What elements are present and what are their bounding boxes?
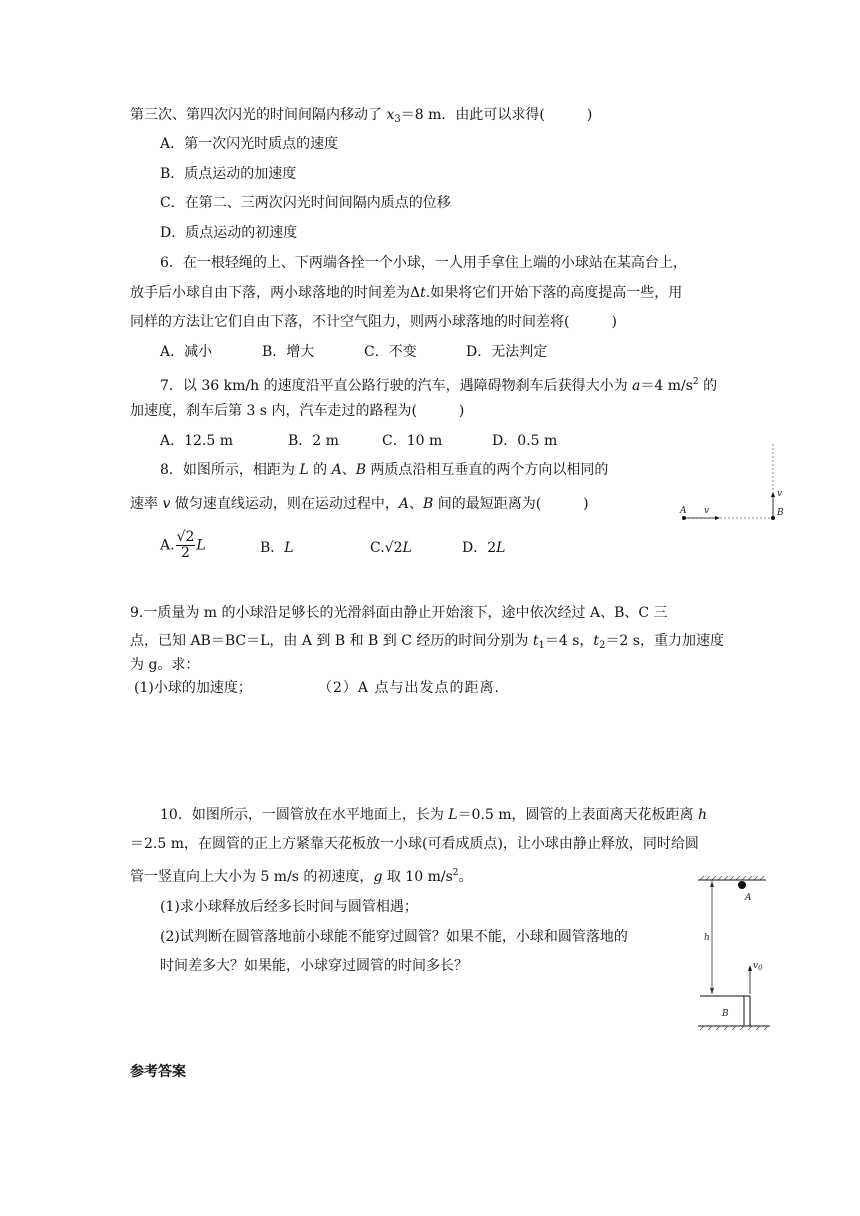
q8-option-c-prefix: C. xyxy=(370,540,385,556)
q8-option-b-prefix: B． xyxy=(260,540,285,556)
q8-option-d-prefix: D．2 xyxy=(462,540,497,556)
q6-line1: 6．在一根轻绳的上、下两端各拴一个小球，一人用手拿住上端的小球站在某高台上， xyxy=(160,255,687,271)
q8-line1-b: 的 xyxy=(308,462,332,478)
q8-line1-c: 两质点沿相互垂直的两个方向以相同的 xyxy=(365,462,609,478)
q5-text: 第三次、第四次闪光的时间间隔内移动了 xyxy=(130,107,387,123)
q10-part2-line2: 时间差多大？如果能，小球穿过圆管的时间多长？ xyxy=(160,958,468,974)
q7-option-d: D．0.5 m xyxy=(492,433,558,449)
q8-A: A xyxy=(331,462,342,478)
q7-a-var: a xyxy=(632,378,641,394)
q6-line3: 同样的方法让它们自由下落，不计空气阻力，则两小球落地的时间差将( ) xyxy=(130,314,617,330)
q10-line3-a: 管一竖直向上大小为 5 m/s 的初速度， xyxy=(130,869,374,885)
q6-option-c: C．不变 xyxy=(364,344,417,360)
q8-line2-a: 速率 xyxy=(130,496,163,512)
q10-figure xyxy=(690,876,778,1042)
q8-B: B xyxy=(355,462,366,478)
q8-v: v xyxy=(162,496,171,512)
q6-option-b: B．增大 xyxy=(262,344,315,360)
q6-delta-t: t xyxy=(420,285,426,301)
q8-option-a-prefix: A. xyxy=(160,537,175,554)
q8-sep2: 、 xyxy=(408,496,423,512)
q8-option-b xyxy=(260,539,294,557)
q7-line1-a: 7．以 36 km/h 的速度沿平直公路行驶的汽车，遇障碍物刹车后获得大小为 xyxy=(160,378,633,394)
q9-t1: t xyxy=(532,633,539,649)
q10-part1: (1)求小球释放后经多长时间与圆管相遇； xyxy=(160,899,418,915)
q6-line2 xyxy=(130,284,682,302)
q8-fig-label-v1: v xyxy=(704,506,710,516)
q8-option-b-L: L xyxy=(284,540,294,556)
q8-sep: 、 xyxy=(341,462,356,478)
q5-option-b: B．质点运动的加速度 xyxy=(160,166,297,182)
q10-g: g xyxy=(373,869,383,885)
q5-option-d: D．质点运动的初速度 xyxy=(160,225,298,241)
q8-line1-a: 8．如图所示，相距为 xyxy=(160,462,300,478)
q10-ball xyxy=(738,881,746,889)
q9-t2-sub: 2 xyxy=(599,640,606,651)
q8-fig-label-b: B xyxy=(777,508,784,518)
q8-L: L xyxy=(299,462,309,478)
q10-L: L xyxy=(448,807,458,823)
q9-parts xyxy=(134,679,634,697)
q10-line3-c: 。 xyxy=(458,869,473,885)
q10-figure-bg xyxy=(690,876,778,1042)
q8-line2 xyxy=(130,495,589,513)
q7-line1-c: 的 xyxy=(698,378,718,394)
q7-option-a: A．12.5 m xyxy=(160,433,234,449)
q5-text-end: ＝8 m．由此可以求得( ) xyxy=(400,107,593,123)
q10-sup: 2 xyxy=(452,868,459,878)
q10-fig-label-b: B xyxy=(722,1009,729,1019)
q7-line1 xyxy=(160,373,717,395)
q8-option-c-L: L xyxy=(402,540,412,556)
q9-line2-b: ＝4 s， xyxy=(544,633,594,649)
q5-continuation xyxy=(130,106,592,129)
q8-option-c xyxy=(370,539,412,557)
q10-line1-a: 10．如图所示，一圆管放在水平地面上，长为 xyxy=(160,807,449,823)
q7-line1-b: ＝4 m/s xyxy=(640,378,693,394)
q8-option-a-L: L xyxy=(196,537,206,554)
q6-line2-b: .如果将它们开始下落的高度提高一些，用 xyxy=(425,285,683,301)
q7-sup: 2 xyxy=(692,377,699,387)
q10-line3-b: 取 10 m/s xyxy=(382,869,453,885)
q8-option-d-L: L xyxy=(496,540,506,556)
q10-fig-label-v0-main: v xyxy=(753,961,759,971)
q8-A2: A xyxy=(398,496,409,512)
q8-figure-bg xyxy=(648,440,778,528)
q8-line2-c: 间的最短距离为( ) xyxy=(433,496,589,512)
answers-heading: 参考答案 xyxy=(130,1064,186,1080)
q8-point-a xyxy=(682,516,686,520)
q9-line2 xyxy=(130,632,724,655)
q10-line1 xyxy=(160,806,707,824)
q5-option-a: A．第一次闪光时质点的速度 xyxy=(160,136,339,152)
q5-option-c: C．在第二、三两次闪光时间间隔内质点的位移 xyxy=(160,195,451,211)
q8-line2-b: 做匀速直线运动，则在运动过程中， xyxy=(170,496,399,512)
q10-fig-label-v0-sub: 0 xyxy=(758,964,763,972)
x3-sub: 3 xyxy=(394,114,401,125)
q7-line2: 加速度，刹车后第 3 s 内，汽车走过的路程为( ) xyxy=(130,403,465,419)
q10-fig-label-h: h xyxy=(704,933,710,943)
q6-line2-a: 放手后小球自由下落，两小球落地的时间差为Δ xyxy=(130,285,421,301)
q6-options xyxy=(160,343,620,361)
q9-part1: (1)小球的加速度； xyxy=(134,680,252,696)
q8-option-c-root: √2 xyxy=(384,540,403,556)
q8-option-a xyxy=(160,530,206,561)
q8-option-d xyxy=(462,539,505,557)
q8-point-b xyxy=(771,516,775,520)
x3-var: x xyxy=(386,107,395,123)
q7-option-c: C．10 m xyxy=(382,433,443,449)
q8-options xyxy=(160,530,580,566)
q8-fig-label-a: A xyxy=(680,506,687,516)
q8-B2: B xyxy=(422,496,434,512)
q6-option-d: D．无法判定 xyxy=(466,344,548,360)
q8-fig-label-v2: v xyxy=(777,489,783,499)
q7-option-b: B．2 m xyxy=(288,433,339,449)
q9-t1-sub: 1 xyxy=(538,640,545,651)
q9-part2: （2）A 点与出发点的距离. xyxy=(318,680,500,696)
q10-fig-label-a: A xyxy=(745,893,752,903)
q9-t2: t xyxy=(593,633,600,649)
q8-option-a-fraction xyxy=(176,530,196,561)
q6-option-a: A．减小 xyxy=(160,344,213,360)
q8-option-a-den: 2 xyxy=(181,545,190,561)
q10-line1-b: ＝0.5 m，圆管的上表面离天花板距离 xyxy=(457,807,699,823)
q10-line3 xyxy=(130,864,472,886)
q7-options xyxy=(160,432,620,450)
q8-option-a-num: √2 xyxy=(176,529,195,545)
q10-part2-line1: (2)试判断在圆管落地前小球能不能穿过圆管？如果不能，小球和圆管落地的 xyxy=(160,929,628,945)
q10-h: h xyxy=(698,807,708,823)
q9-line2-a: 点，已知 AB＝BC＝L，由 A 到 B 和 B 到 C 经历的时间分别为 xyxy=(130,633,533,649)
q10-line2: ＝2.5 m，在圆管的正上方紧靠天花板放一小球(可看成质点)，让小球由静止释放，同时给圆 xyxy=(130,836,699,852)
q8-figure xyxy=(648,440,784,528)
q8-line1 xyxy=(160,461,608,479)
q9-line3: 为 g。求： xyxy=(130,657,200,673)
q9-line1: 9.一质量为 m 的小球沿足够长的光滑斜面由静止开始滚下，途中依次经过 A、B、C 三 xyxy=(130,605,668,621)
q9-line2-c: ＝2 s，重力加速度 xyxy=(605,633,724,649)
